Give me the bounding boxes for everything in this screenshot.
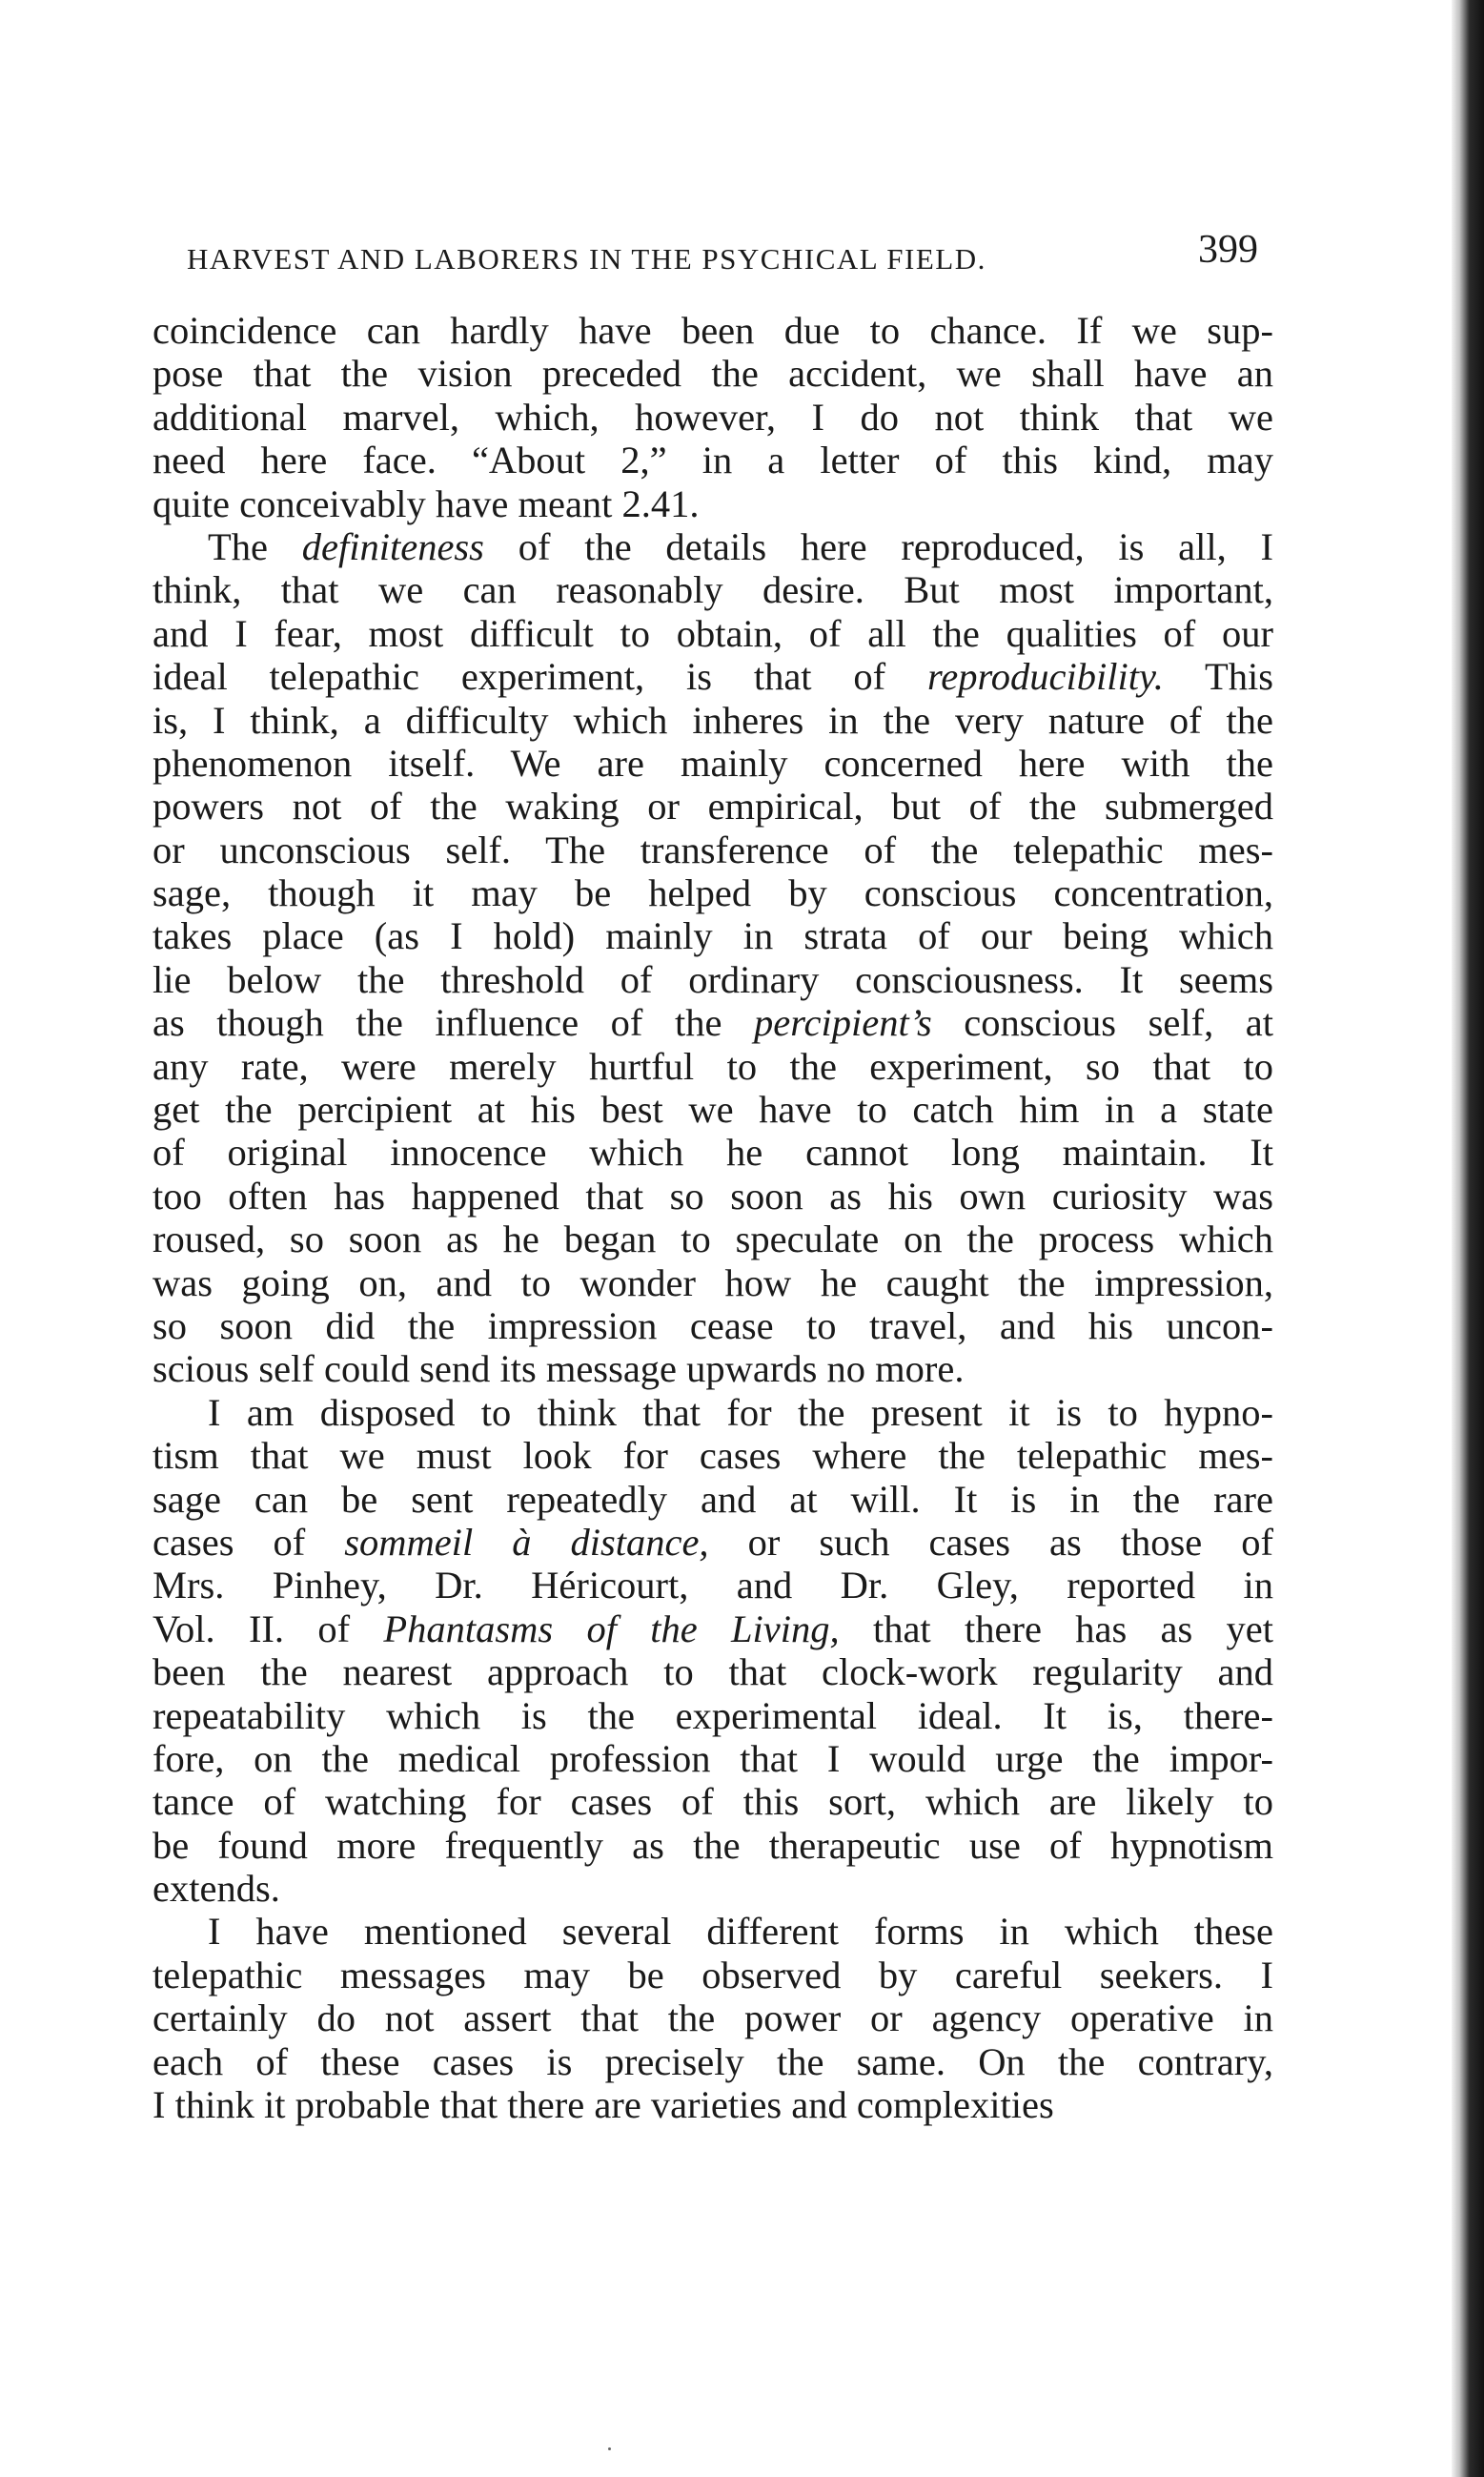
text-line: as though the influence of the percipient’s conscious self, at [152,1001,1273,1045]
text-line: scious self could send its message upwards no more. [152,1347,965,1391]
text-line: lie below the threshold of ordinary consciousness. It seems [152,957,1273,1001]
text-line: was going on, and to wonder how he caught the impression, [152,1260,1273,1304]
text-line: be found more frequently as the therapeutic use of hypnotism [152,1823,1273,1867]
text-line: think, that we can reasonably desire. But most important, [152,568,1273,612]
page-number: 399 [1198,228,1258,272]
text-line: coincidence can hardly have been due to chance. If we sup- [152,309,1273,352]
text-line: tism that we must look for cases where the telepathic mes- [152,1434,1273,1478]
text-line: any rate, were merely hurtful to the experiment, so that to [152,1044,1273,1088]
italic-term: Phantasms of the Living, [383,1607,840,1650]
paragraph [152,1391,1273,1911]
text-line: each of these cases is precisely the same. On the contrary, [152,2039,1273,2083]
text-line: takes place (as I hold) mainly in strata of our being which [152,914,1273,958]
text-line: and I fear, most difficult to obtain, of all the qualities of our [152,611,1273,655]
text-line: pose that the vision preceded the accident, we shall have an [152,352,1273,396]
italic-term: sommeil à distance, [344,1520,709,1564]
text-line: I have mentioned several different forms in which these [208,1910,1273,1954]
text-line: phenomenon itself. We are mainly concerned here with the [152,741,1273,785]
text-line: roused, so soon as he began to speculate on the process which [152,1218,1273,1261]
text-line: or unconscious self. The transference of the telepathic mes- [152,828,1273,871]
text-line: certainly do not assert that the power or agency operative in [152,1996,1273,2040]
text-line: tance of watching for cases of this sort, which are likely to [152,1780,1273,1824]
text-line: sage can be sent repeatedly and at will. It is in the rare [152,1477,1273,1521]
text-line: get the percipient at his best we have to catch him in a state [152,1088,1273,1132]
text-line: so soon did the impression cease to travel, and his uncon- [152,1303,1273,1347]
italic-term: percipient’s [754,1001,932,1045]
text-line: The definiteness of the details here reproduced, is all, I [208,524,1273,568]
text-line: is, I think, a difficulty which inheres in the very nature of the [152,698,1273,742]
text-line: ideal telepathic experiment, is that of reproducibility. This [152,655,1273,699]
text-line: been the nearest approach to that clock-work regularity and [152,1650,1273,1694]
text-line: powers not of the waking or empirical, but of the submerged [152,785,1273,829]
text-line: repeatability which is the experimental ideal. It is, there- [152,1693,1273,1737]
text-line: fore, on the medical profession that I would urge the impor- [152,1736,1273,1780]
text-line: cases of sommeil à distance, or such cases as those of [152,1520,1273,1564]
text-line: too often has happened that so soon as his own curiosity was [152,1174,1273,1218]
paragraph [152,1910,1273,2126]
text-line: I am disposed to think that for the present it is to hypno- [208,1390,1273,1434]
text-line: additional marvel, which, however, I do not think that we [152,395,1273,439]
paragraph [152,309,1273,525]
text-line: extends. [152,1867,280,1911]
text-line: I think it probable that there are varieties and complexities [152,2083,1054,2127]
text-line: Mrs. Pinhey, Dr. Héricourt, and Dr. Gley, reported in [152,1564,1273,1607]
text-line: quite conceivably have meant 2.41. [152,481,700,525]
body-text [152,309,1273,2126]
text-line: of original innocence which he cannot long maintain. It [152,1131,1273,1175]
italic-term: reproducibility. [927,655,1164,699]
stray-mark [608,2447,611,2450]
text-line: Vol. II. of Phantasms of the Living, that there has as yet [152,1607,1274,1650]
text-line: need here face. “About 2,” in a letter of this kind, may [152,439,1273,482]
text-line: sage, though it may be helped by conscious concentration, [152,871,1273,915]
scan-edge-shadow [1452,0,1484,2477]
page-header [187,227,1258,284]
running-head: HARVEST AND LABORERS IN THE PSYCHICAL FIELD. [187,242,986,276]
text-line: telepathic messages may be observed by careful seekers. I [152,1953,1273,1996]
italic-term: definiteness [301,524,484,568]
paragraph [152,525,1273,1391]
